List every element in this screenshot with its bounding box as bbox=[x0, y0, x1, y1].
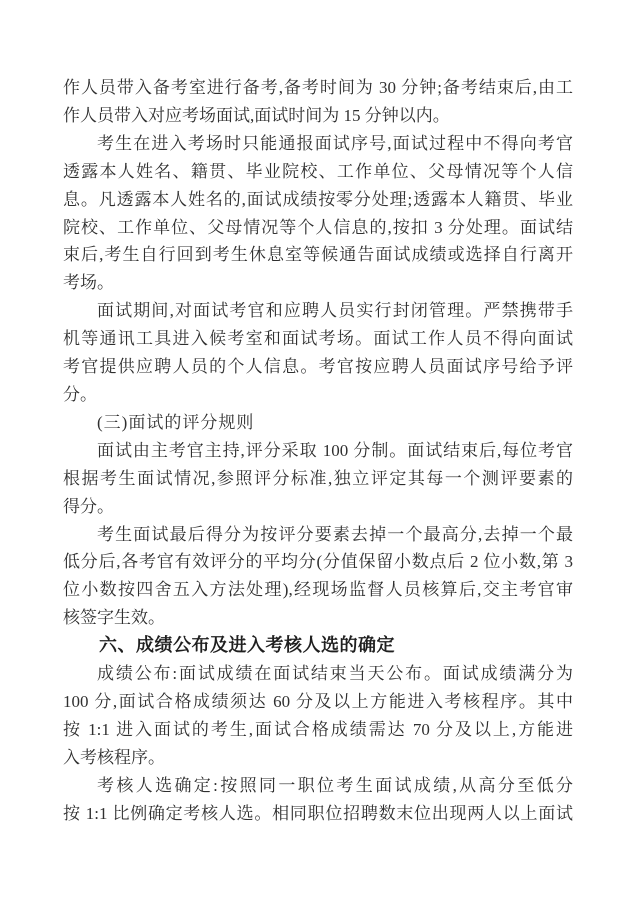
text-line: 按 1:1 比例确定考核人选。相同职位招聘数末位出现两人以上面试 bbox=[63, 803, 573, 823]
paragraph bbox=[63, 130, 573, 297]
text-line: 得分。 bbox=[63, 496, 114, 516]
text-line: 作人员带入对应考场面试,面试时间为 15 分钟以内。 bbox=[63, 105, 450, 125]
section-heading bbox=[63, 632, 573, 660]
text-line: 考核人选确定:按照同一职位考生面试成绩,从高分至低分 bbox=[97, 775, 573, 795]
text-line: 根据考生面试情况,参照评分标准,独立评定其每一个测评要素的 bbox=[63, 468, 573, 488]
text-line: 按 1:1 进入面试的考生,面试合格成绩需达 70 分及以上,方能进 bbox=[63, 719, 573, 739]
paragraph bbox=[63, 772, 573, 828]
page-content bbox=[63, 74, 573, 827]
text-line: 机等通讯工具进入候考室和面试考场。面试工作人员不得向面试 bbox=[63, 329, 573, 349]
text-line: 考生面试最后得分为按评分要素去掉一个最高分,去掉一个最 bbox=[97, 524, 573, 544]
text-line: 面试期间,对面试考官和应聘人员实行封闭管理。严禁携带手 bbox=[97, 301, 573, 321]
text-line: 考生在进入考场时只能通报面试序号,面试过程中不得向考官 bbox=[97, 133, 573, 153]
paragraph bbox=[63, 437, 573, 521]
paragraph bbox=[63, 74, 573, 130]
text-line: 透露本人姓名、籍贯、毕业院校、工作单位、父母情况等个人信 bbox=[63, 161, 573, 181]
text-line: 面试由主考官主持,评分采取 100 分制。面试结束后,每位考官 bbox=[97, 440, 573, 460]
text-line: 分。 bbox=[63, 384, 97, 404]
text-line: 成绩公布:面试成绩在面试结束当天公布。面试成绩满分为 bbox=[97, 664, 573, 684]
text-line: 核签字生效。 bbox=[63, 608, 165, 628]
text-line: (三)面试的评分规则 bbox=[97, 412, 255, 432]
sub-section-heading bbox=[63, 409, 573, 437]
text-line: 作人员带入备考室进行备考,备考时间为 30 分钟;备考结束后,由工 bbox=[63, 78, 573, 97]
text-line: 100 分,面试合格成绩须达 60 分及以上方能进入考核程序。其中 bbox=[63, 691, 573, 711]
paragraph bbox=[63, 660, 573, 772]
text-line: 束后,考生自行回到考生休息室等候通告面试成绩或选择自行离开 bbox=[63, 245, 573, 265]
text-line: 六、成绩公布及进入考核人选的确定 bbox=[99, 635, 395, 656]
text-line: 低分后,各考官有效评分的平均分(分值保留小数点后 2 位小数,第 3 bbox=[63, 552, 573, 572]
text-line: 入考核程序。 bbox=[63, 747, 165, 767]
text-line: 息。凡透露本人姓名的,面试成绩按零分处理;透露本人籍贯、毕业 bbox=[63, 189, 573, 209]
paragraph bbox=[63, 297, 573, 409]
paragraph bbox=[63, 521, 573, 633]
text-line: 考官提供应聘人员的个人信息。考官按应聘人员面试序号给予评 bbox=[63, 357, 573, 377]
text-line: 院校、工作单位、父母情况等个人信息的,按扣 3 分处理。面试结 bbox=[63, 217, 573, 237]
text-line: 考场。 bbox=[63, 273, 114, 293]
text-line: 位小数按四舍五入方法处理),经现场监督人员核算后,交主考官审 bbox=[63, 580, 573, 600]
